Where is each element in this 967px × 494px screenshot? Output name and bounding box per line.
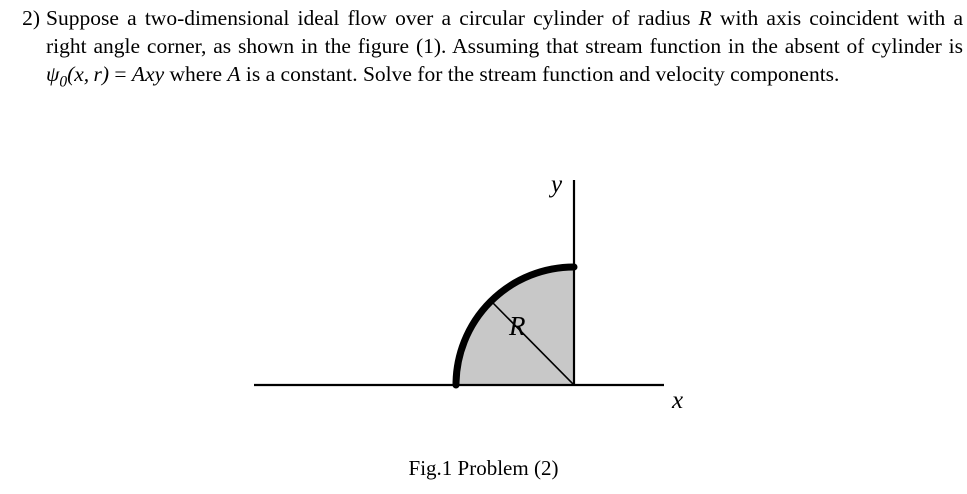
equals-sign: =	[109, 62, 132, 86]
figure-diagram	[0, 170, 967, 415]
constant-symbol: A	[227, 62, 241, 86]
stream-function-expression: Axy	[131, 62, 165, 86]
problem-statement	[0, 4, 967, 96]
problem-body	[46, 4, 967, 96]
stream-function-arguments: (x, r)	[67, 62, 110, 86]
problem-number: 2)	[22, 6, 40, 30]
radius-symbol: R	[698, 6, 712, 30]
problem-text-part3: where	[164, 62, 228, 86]
y-axis-label: y	[550, 171, 562, 198]
radius-label: R	[508, 311, 525, 341]
problem-text-part4: is a constant. Solve for the stream function and velocity components.	[240, 62, 840, 86]
problem-text-part2: with axis coincident with a right angle corner, as shown in the figure (1). Assuming that stream function in the absent of cylinder is	[46, 6, 963, 58]
problem-text-part1: Suppose a two-dimensional ideal flow over a circular cylinder of radius	[46, 6, 699, 30]
stream-function-psi: ψ	[46, 62, 60, 86]
x-axis-label: x	[671, 387, 683, 414]
figure-caption: Fig.1 Problem (2)	[408, 456, 559, 480]
stream-function-subscript: 0	[59, 73, 68, 91]
